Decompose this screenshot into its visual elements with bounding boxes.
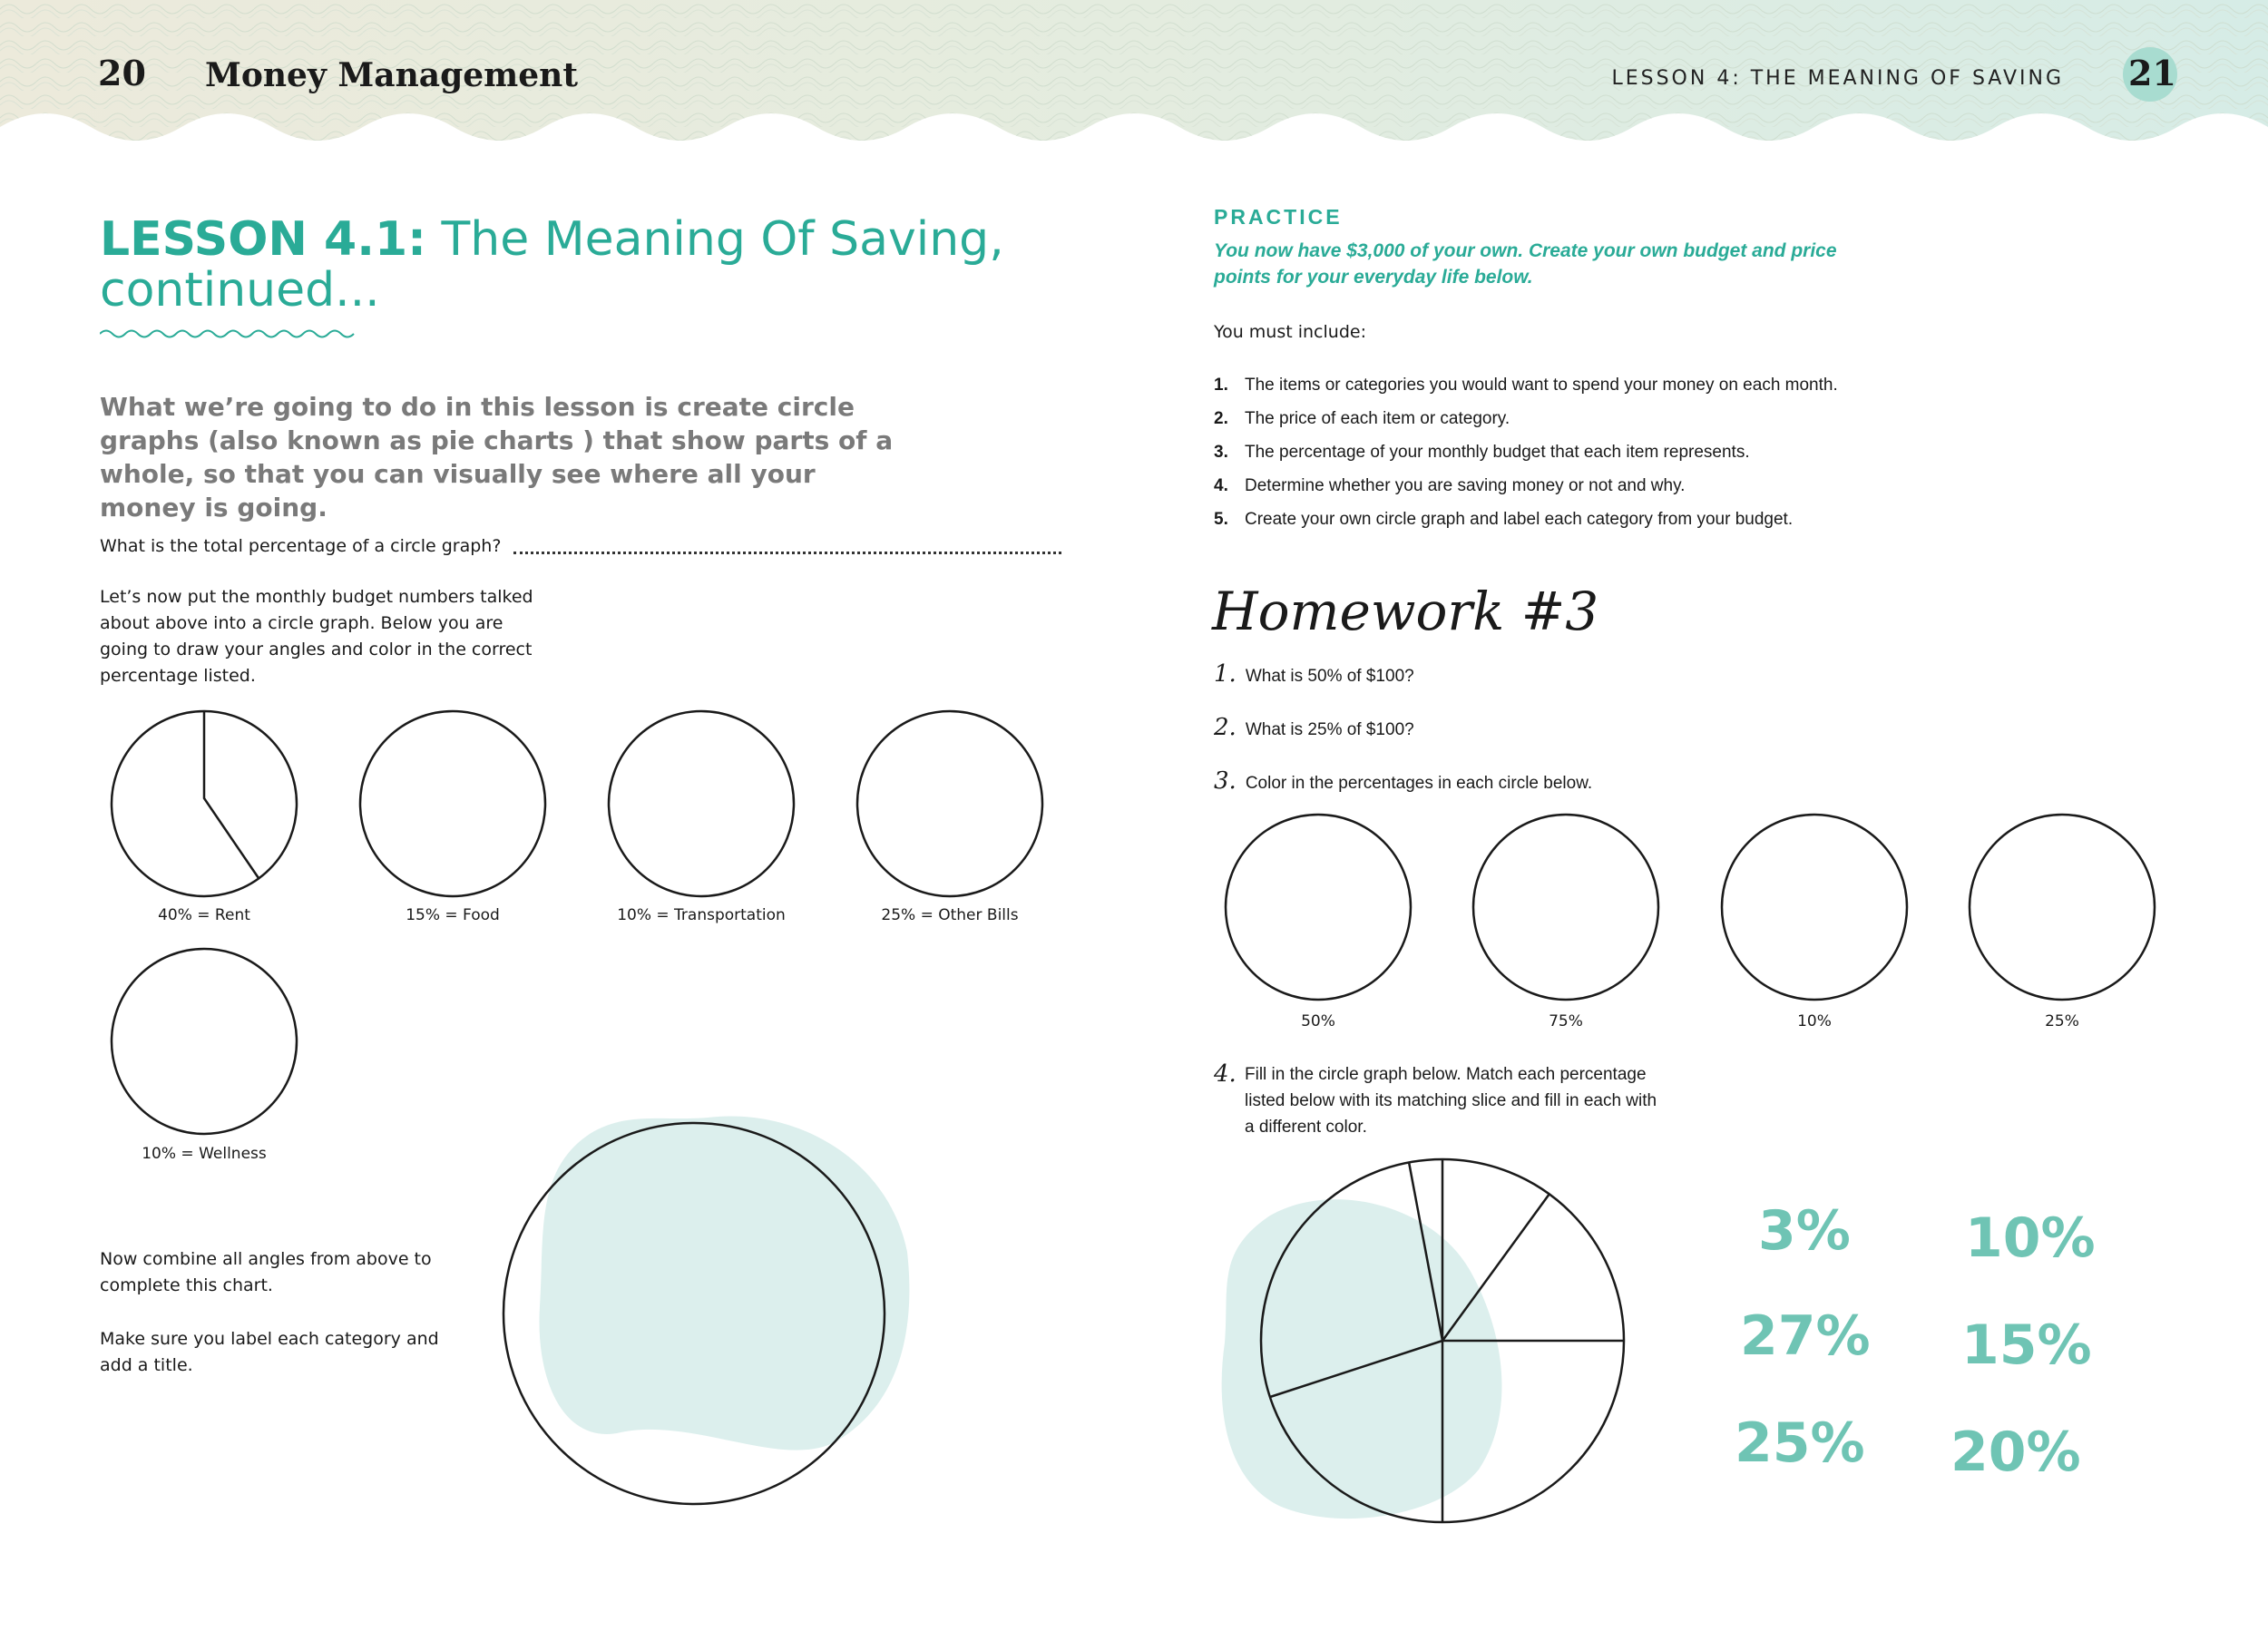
pct-25: 25%	[1735, 1411, 1865, 1475]
lesson-title-text: The Meaning Of Saving, continued...	[100, 212, 1004, 317]
label-transportation: 10% = Transportation	[617, 906, 786, 924]
pct-20: 20%	[1950, 1421, 2081, 1484]
circle-wellness[interactable]	[112, 949, 297, 1134]
label-instruction: Make sure you label each category and add a title.	[100, 1329, 439, 1375]
lesson-label: LESSON 4.1:	[100, 212, 426, 267]
hw-label-50: 50%	[1301, 1012, 1335, 1030]
book-title: Money Management	[205, 56, 578, 94]
hw-circle-75[interactable]	[1473, 815, 1658, 1000]
intro-paragraph: What we’re going to do in this lesson is create circle graphs (also known as pie charts ) that show parts of a whole, so that you can visually see where all your money is going.	[100, 392, 894, 523]
question-text: What is the total percentage of a circle graph?	[100, 536, 502, 556]
label-rent: 40% = Rent	[158, 906, 250, 924]
homework-question-1: 1. What is 50% of $100?	[1214, 660, 1414, 688]
hw-label-75: 75%	[1549, 1012, 1583, 1030]
pct-27: 27%	[1740, 1304, 1871, 1368]
hw-circle-10[interactable]	[1722, 815, 1907, 1000]
homework-title: Homework #3	[1212, 581, 1599, 642]
pct-15: 15%	[1961, 1314, 2092, 1377]
right-page-number: 21	[2128, 53, 2176, 93]
label-other-bills: 25% = Other Bills	[881, 906, 1019, 924]
homework-question-2: 2. What is 25% of $100?	[1214, 714, 1414, 741]
circle-rent[interactable]	[112, 711, 297, 896]
list-item: 4. Determine whether you are saving money or not and why.	[1214, 476, 1686, 495]
pct-3: 3%	[1758, 1199, 1851, 1263]
instruction-paragraph: Let’s now put the monthly budget numbers talked about above into a circle graph. Below you are going to draw your angles and color in the correct percentage listed.	[100, 587, 533, 686]
running-head: LESSON 4: THE MEANING OF SAVING	[1611, 67, 2064, 90]
must-include-text: You must include:	[1214, 322, 1366, 342]
list-item: 2. The price of each item or category.	[1214, 409, 1510, 428]
homework-graphics	[1134, 0, 2268, 1631]
homework-question-3: 3. Color in the percentages in each circle below.	[1214, 767, 1593, 795]
practice-subheading: You now have $3,000 of your own. Create your own budget and price points for your everyday life below.	[1214, 240, 1837, 288]
left-page-number: 20	[98, 53, 146, 93]
hw-label-10: 10%	[1797, 1012, 1832, 1030]
list-item: 5. Create your own circle graph and label each category from your budget.	[1214, 510, 1794, 529]
circle-transportation[interactable]	[609, 711, 794, 896]
circle-other-bills[interactable]	[857, 711, 1042, 896]
hw-circle-50[interactable]	[1226, 815, 1411, 1000]
hw-circle-25[interactable]	[1970, 815, 2155, 1000]
pct-10: 10%	[1965, 1206, 2096, 1270]
list-item: 3. The percentage of your monthly budget that each item represents.	[1214, 443, 1750, 462]
homework-question-4: 4. Fill in the circle graph below. Match each percentage listed below with its matching slice and fill in each with a different color.	[1214, 1060, 1657, 1137]
circle-food[interactable]	[360, 711, 545, 896]
label-wellness: 10% = Wellness	[142, 1145, 267, 1163]
label-food: 15% = Food	[406, 906, 500, 924]
list-item: 1. The items or categories you would want to spend your money on each month.	[1214, 376, 1838, 395]
combine-instruction: Now combine all angles from above to complete this chart.	[100, 1249, 432, 1295]
practice-heading: PRACTICE	[1214, 205, 1343, 229]
watercolor-wash	[539, 1116, 909, 1450]
hw-label-25: 25%	[2045, 1012, 2079, 1030]
pie-watercolor-wash	[1222, 1199, 1502, 1519]
